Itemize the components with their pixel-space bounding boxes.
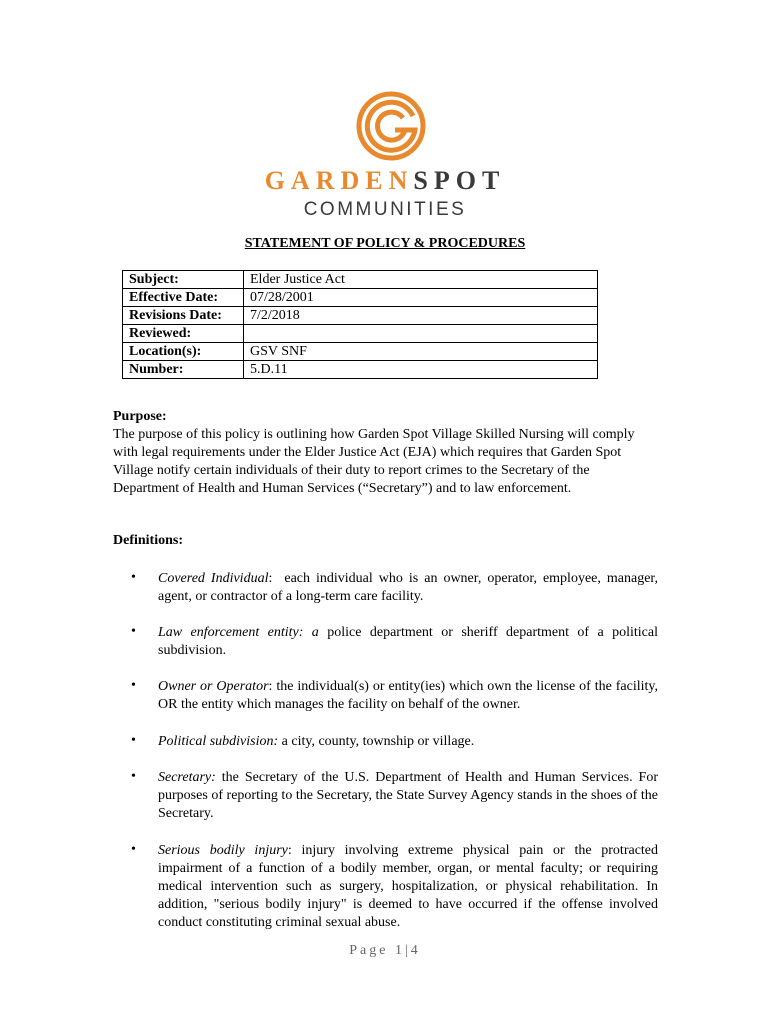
policy-meta-table — [122, 270, 598, 379]
meta-value — [244, 325, 598, 343]
meta-value: 5.D.11 — [244, 361, 598, 379]
definition-item — [158, 769, 662, 823]
definition-item — [158, 624, 662, 660]
page-footer: Page 1|4 — [349, 943, 421, 958]
definitions-heading: Definitions: — [113, 533, 183, 548]
page-total: 4 — [410, 943, 421, 958]
page-current: 1 — [394, 943, 405, 958]
definition-term: Serious bodily injury — [158, 843, 288, 858]
definition-item — [158, 842, 662, 932]
bullet-icon: • — [131, 842, 136, 857]
definition-term: Owner or Operator — [158, 679, 269, 694]
brand-part-spot: SPOT — [413, 166, 506, 195]
bullet-icon: • — [131, 733, 136, 748]
bullet-icon: • — [131, 624, 136, 639]
definition-term: Law enforcement entity: a — [158, 625, 319, 640]
definition-separator: : — [268, 571, 273, 586]
meta-value: 7/2/2018 — [244, 307, 598, 325]
meta-row — [123, 325, 598, 343]
definition-term: Political subdivision: — [158, 734, 279, 749]
document-title: STATEMENT OF POLICY & PROCEDURES — [244, 236, 526, 251]
meta-key: Effective Date: — [123, 289, 244, 307]
meta-value: Elder Justice Act — [244, 271, 598, 289]
definition-text: the Secretary of the U.S. Department of Health and Human Services. For purposes of reporting to the Secretary, the State Survey Agency stands in the shoes of the Secretary. — [158, 770, 662, 821]
definition-item — [158, 570, 662, 606]
definition-separator: : — [287, 843, 292, 858]
meta-row — [123, 307, 598, 325]
definition-term: Covered Individual — [158, 571, 269, 586]
bullet-icon: • — [131, 570, 136, 585]
definition-text: police department or sheriff department of a political subdivision. — [158, 625, 662, 658]
bullet-icon: • — [131, 769, 136, 784]
meta-key: Location(s): — [123, 343, 244, 361]
definition-text: a city, county, township or village. — [278, 734, 475, 749]
page-label: Page — [349, 943, 389, 958]
definition-text: each individual who is an owner, operator, employee, manager, agent, or contractor of a long-term care facility. — [158, 571, 662, 604]
meta-value: GSV SNF — [244, 343, 598, 361]
meta-key: Number: — [123, 361, 244, 379]
brand-name — [0, 166, 770, 196]
definition-item — [158, 678, 662, 714]
definition-separator: : — [268, 679, 273, 694]
meta-row — [123, 271, 598, 289]
definition-text: injury involving extreme physical pain or the protracted impairment of a function of a bodily member, organ, or mental faculty; or requiring medical intervention such as surgery, hospitalization, or physical rehabilitation. In addition, "serious bodily injury" is deemed to have occurred if the offense involved conduct constituting criminal sexual abuse. — [158, 843, 662, 930]
meta-row — [123, 361, 598, 379]
bullet-icon: • — [131, 678, 136, 693]
meta-key: Revisions Date: — [123, 307, 244, 325]
definition-text: the individual(s) or entity(ies) which own the license of the facility, OR the entity which manages the facility on behalf of the owner. — [158, 679, 662, 712]
definition-term: Secretary: — [158, 770, 216, 785]
meta-row — [123, 343, 598, 361]
purpose-heading: Purpose: — [113, 409, 167, 424]
meta-value: 07/28/2001 — [244, 289, 598, 307]
purpose-text: The purpose of this policy is outlining how Garden Spot Village Skilled Nursing will comply with legal requirements under the Elder Justice Act (EJA) which requires that Garden Spot Village notify certain individuals of their duty to report crimes to the Secretary of the Department of Health and Human Services (“Secretary”) and to law enforcement. — [113, 427, 635, 496]
brand-subtitle: COMMUNITIES — [303, 199, 467, 220]
brand-part-garden: GARDEN — [264, 166, 414, 195]
garden-spot-logo-icon — [355, 90, 427, 162]
meta-key: Subject: — [123, 271, 244, 289]
definition-item — [158, 733, 658, 751]
meta-key: Reviewed: — [123, 325, 244, 343]
meta-row — [123, 289, 598, 307]
